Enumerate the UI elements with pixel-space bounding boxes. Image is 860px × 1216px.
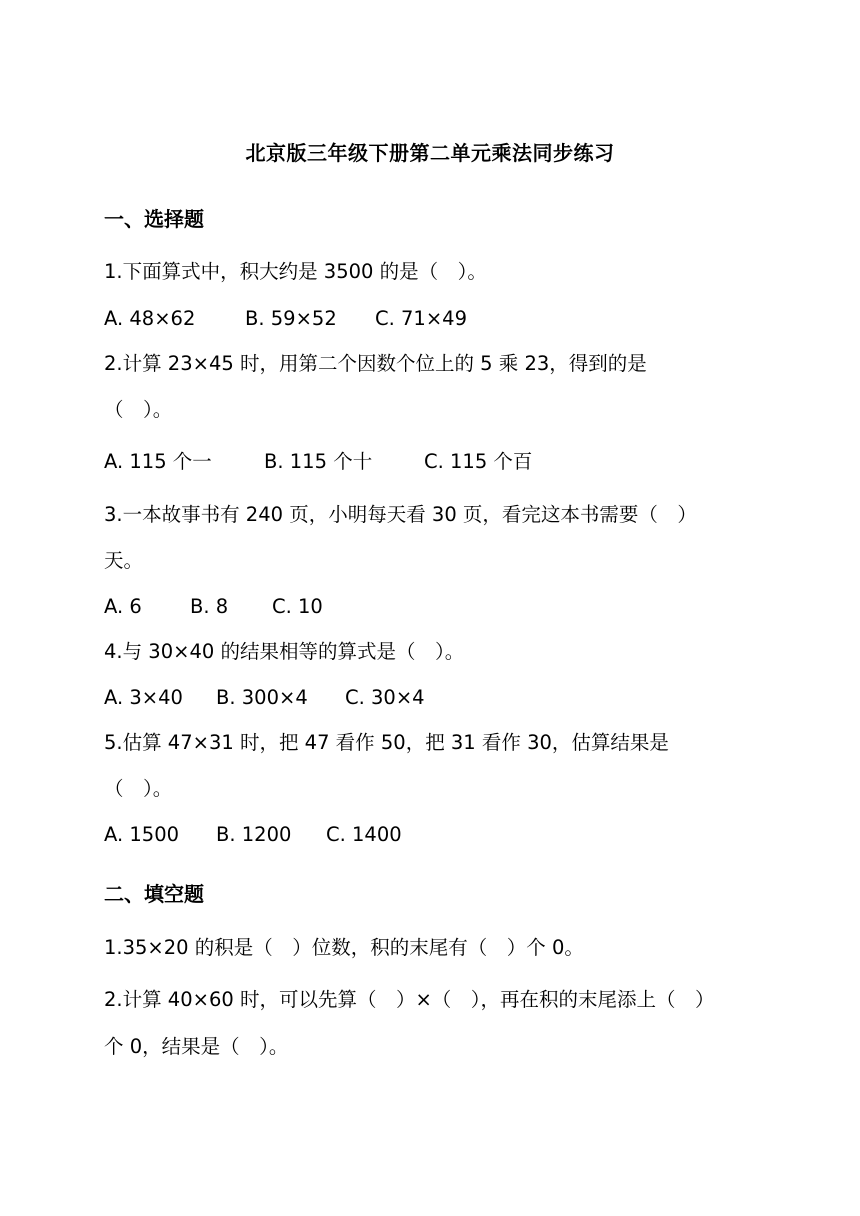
option-c: C. 1400	[326, 823, 402, 846]
question-text-continued: （ ）。	[104, 777, 173, 800]
option-b: B. 115 个十	[264, 450, 373, 473]
option-b: B. 300×4	[216, 686, 308, 709]
option-c: C. 10	[272, 595, 323, 618]
question-text: 1.35×20 的积是（ ）位数，积的末尾有（ ）个 0。	[104, 936, 584, 959]
option-b: B. 8	[190, 595, 229, 618]
section-heading-choice: 一、选择题	[104, 207, 204, 231]
section-heading-fill-blank: 二、填空题	[104, 882, 204, 906]
question-text-continued: 个 0，结果是（ ）。	[104, 1035, 289, 1058]
option-c: C. 71×49	[375, 307, 467, 330]
option-a: A. 115 个一	[104, 450, 212, 473]
option-b: B. 59×52	[245, 307, 337, 330]
option-a: A. 1500	[104, 823, 180, 846]
option-a: A. 48×62	[104, 307, 196, 330]
question-text: 5.估算 47×31 时，把 47 看作 50，把 31 看作 30，估算结果是	[104, 731, 669, 754]
question-text: 2.计算 23×45 时，用第二个因数个位上的 5 乘 23，得到的是	[104, 352, 647, 375]
question-text-continued: （ ）。	[104, 398, 173, 421]
question-text: 3.一本故事书有 240 页，小明每天看 30 页，看完这本书需要（ ）	[104, 503, 697, 526]
option-a: A. 6	[104, 595, 142, 618]
option-b: B. 1200	[216, 823, 292, 846]
question-text: 1.下面算式中，积大约是 3500 的是（ ）。	[104, 260, 487, 283]
question-text: 2.计算 40×60 时，可以先算（ ）×（ ），再在积的末尾添上（ ）	[104, 988, 715, 1011]
question-text: 4.与 30×40 的结果相等的算式是（ ）。	[104, 640, 465, 663]
option-a: A. 3×40	[104, 686, 183, 709]
option-c: C. 115 个百	[424, 450, 533, 473]
option-c: C. 30×4	[345, 686, 425, 709]
page-title: 北京版三年级下册第二单元乘法同步练习	[245, 141, 615, 165]
question-text-continued: 天。	[104, 549, 144, 572]
